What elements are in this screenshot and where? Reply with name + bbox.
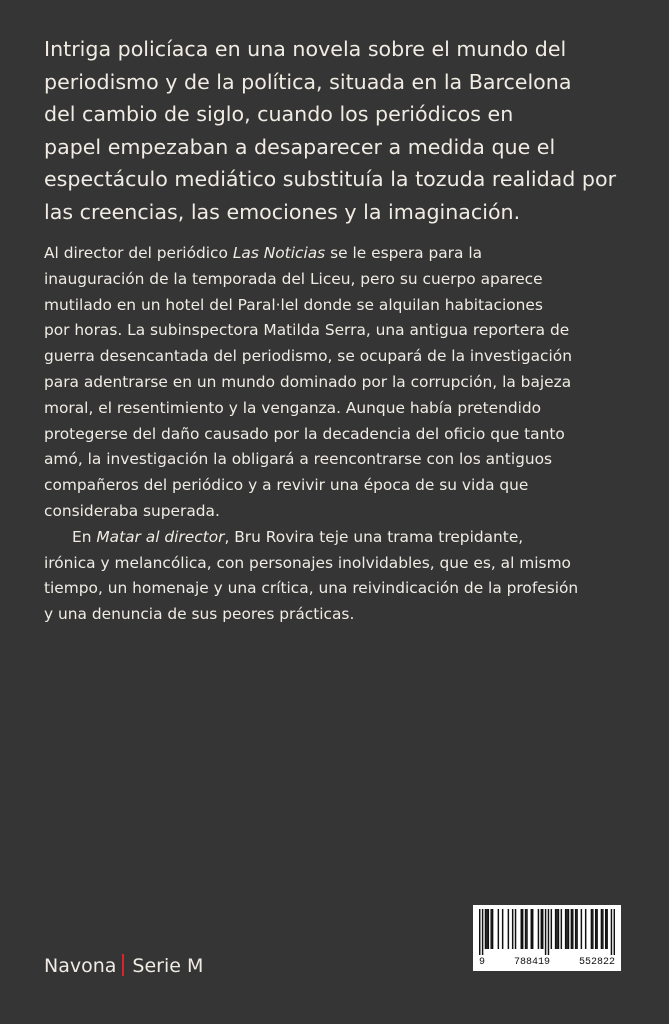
barcode-bar	[479, 909, 480, 955]
tagline-line: las creencias, las emociones y la imaginación.	[44, 199, 521, 224]
barcode-bar	[606, 909, 607, 949]
barcode-bar	[605, 909, 606, 949]
barcode-bar	[566, 909, 567, 949]
barcode-bar	[611, 909, 612, 955]
barcode-bar	[512, 909, 513, 949]
synopsis-line: inauguración de la temporada del Liceu, pero su cuerpo aparece	[44, 269, 543, 288]
barcode-bar	[568, 909, 569, 949]
tagline-line: espectáculo mediático substituía la tozuda realidad por	[44, 167, 617, 191]
barcode-bar	[532, 909, 533, 949]
tagline-line: del cambio de siglo, cuando los periódicos en	[44, 102, 514, 126]
synopsis-line	[44, 525, 644, 551]
synopsis-line: y una denuncia de sus peores prácticas.	[44, 605, 355, 624]
barcode-bar	[508, 909, 509, 949]
synopsis-line: mutilado en un hotel del Paral·lel donde se alquilan habitaciones	[44, 295, 543, 314]
barcode-bar	[541, 909, 542, 949]
synopsis-line: tiempo, un homenaje y una crítica, una reivindicación de la profesión	[44, 579, 579, 598]
barcode-bar	[581, 909, 582, 949]
synopsis-line: moral, el resentimiento y la venganza. Aunque había pretendido	[44, 398, 542, 417]
barcode-bar	[521, 909, 522, 949]
synopsis-paragraph-1	[44, 241, 644, 525]
barcode-bar	[595, 909, 596, 949]
barcode-bar	[576, 909, 577, 949]
barcode-bar	[561, 909, 562, 949]
barcode-bar	[596, 909, 597, 949]
synopsis-line: compañeros del periódico y a revivir una época de su vida que	[44, 476, 529, 495]
book-title: Matar al director	[96, 527, 225, 546]
synopsis-paragraph-2	[44, 525, 644, 628]
text-run: En	[72, 527, 97, 546]
tagline-line: Intriga policíaca en una novela sobre el mundo del	[44, 37, 567, 61]
barcode-bar	[486, 909, 487, 949]
barcode-bar	[526, 909, 527, 949]
tagline-line: papel empezaban a desaparecer a medida que el	[44, 134, 556, 159]
series-name: Serie M	[132, 955, 204, 977]
text-run: , Bru Rovira teje una trama trepidante,	[224, 527, 524, 546]
barcode-bar	[492, 909, 493, 949]
barcode-bar	[548, 909, 549, 955]
barcode-bar	[538, 909, 539, 949]
barcode-bar	[498, 909, 499, 949]
barcode-bar	[522, 909, 523, 949]
barcode-bar	[488, 909, 489, 949]
synopsis	[44, 241, 644, 628]
barcode-bar	[602, 909, 603, 949]
synopsis-line: consideraba superada.	[44, 501, 220, 520]
barcode-bar	[556, 909, 557, 949]
barcode-bar	[555, 909, 556, 949]
publisher-imprint	[44, 952, 203, 980]
text-run: Al director del periódico	[44, 244, 233, 262]
barcode-bar	[565, 909, 566, 949]
synopsis-line: guerra desencantada del periodismo, se ocupará de la investigación	[44, 347, 572, 366]
publisher-logo: Navona	[44, 955, 117, 977]
tagline-line: periodismo y de la política, situada en la Barcelona	[44, 69, 572, 94]
newspaper-title: Las Noticias	[232, 244, 326, 262]
barcode-bar	[614, 909, 615, 955]
barcode-bar	[545, 909, 546, 955]
barcode-bar	[515, 909, 516, 949]
barcode-bar	[525, 909, 526, 949]
barcode-bar	[531, 909, 532, 949]
text-run: se le espera para la	[325, 244, 483, 262]
barcode-bar	[592, 909, 593, 949]
barcode-bar	[558, 909, 559, 949]
barcode-bar	[601, 909, 602, 949]
barcode-bars	[479, 909, 615, 955]
barcode-bar	[571, 909, 572, 949]
isbn-number	[479, 957, 615, 969]
barcode-bar	[591, 909, 592, 949]
synopsis-line: protegerse del daño causado por la decadencia del oficio que tanto	[44, 424, 565, 443]
barcode-bar	[485, 909, 486, 949]
tagline	[44, 33, 654, 228]
barcode-bar	[585, 909, 586, 949]
barcode-bar	[502, 909, 503, 949]
synopsis-line: irónica y melancólica, con personajes inolvidables, que es, al mismo	[44, 553, 571, 572]
barcode-bar	[575, 909, 576, 949]
barcode-bar	[572, 909, 573, 949]
isbn-digit-group: 9	[479, 957, 486, 968]
imprint-separator	[122, 954, 124, 976]
synopsis-line	[44, 241, 644, 267]
synopsis-line: amó, la investigación la obligará a reencontrarse con los antiguos	[44, 450, 553, 469]
synopsis-line: para adentrarse en un mundo dominado por la corrupción, la bajeza	[44, 372, 572, 391]
barcode-bar	[482, 909, 483, 955]
barcode-bar	[551, 909, 552, 949]
barcode-bar	[490, 909, 491, 949]
synopsis-line: por horas. La subinspectora Matilda Serra, una antigua reportera de	[44, 321, 570, 340]
isbn-barcode	[473, 905, 621, 971]
barcode-bar	[542, 909, 543, 949]
isbn-digit-group: 552822	[578, 957, 615, 968]
isbn-digit-group: 788419	[513, 957, 550, 968]
